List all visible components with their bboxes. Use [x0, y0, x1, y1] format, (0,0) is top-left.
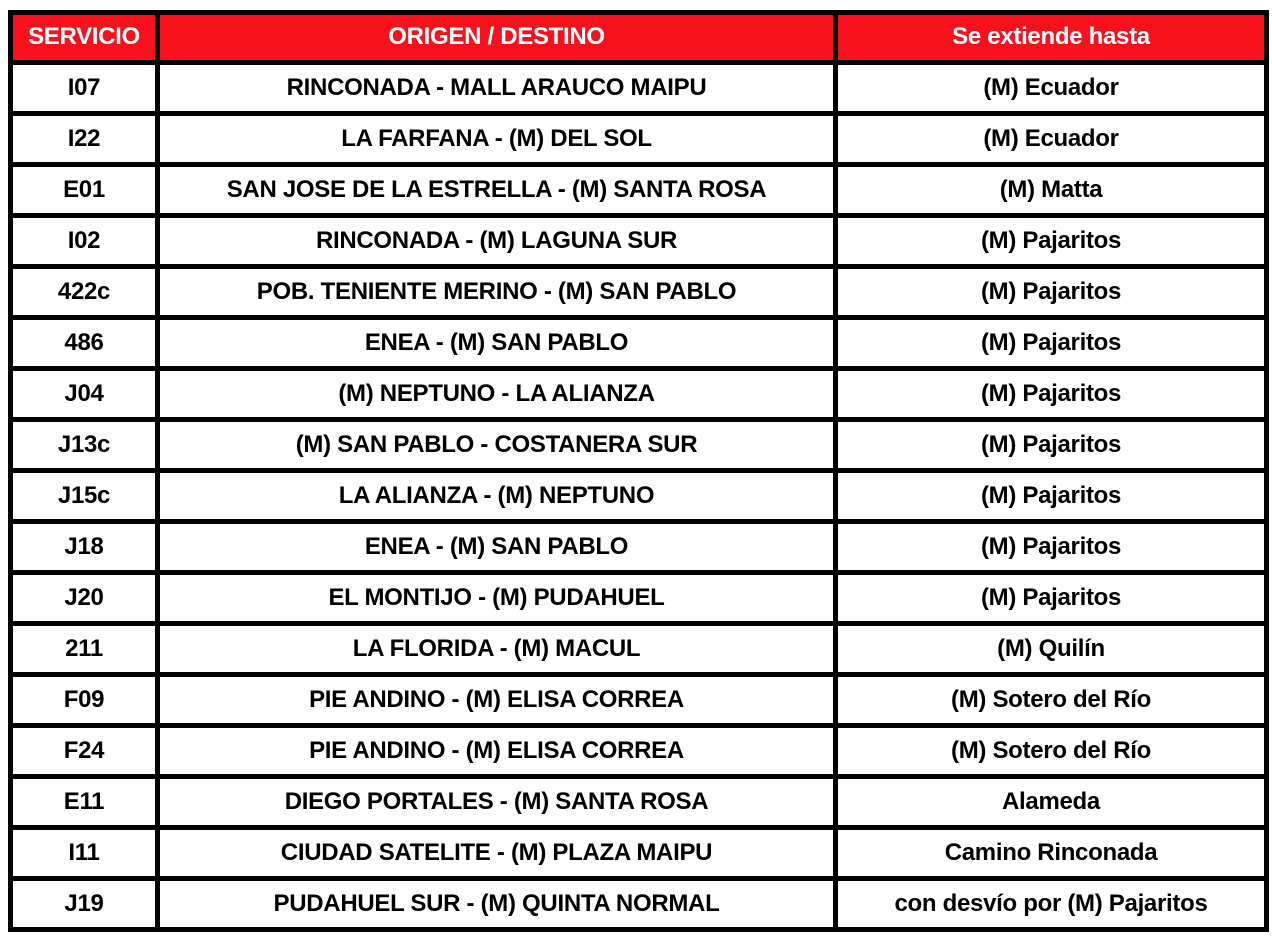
- table-row: [11, 624, 1267, 675]
- table-body: [11, 63, 1267, 930]
- table-row: [11, 63, 1267, 114]
- cell-servicio: 211: [11, 624, 158, 675]
- cell-se-extiende-hasta: (M) Pajaritos: [836, 573, 1267, 624]
- cell-servicio: J19: [11, 879, 158, 930]
- cell-se-extiende-hasta: (M) Pajaritos: [836, 369, 1267, 420]
- bus-services-table: [8, 10, 1269, 932]
- cell-origen-destino: ENEA - (M) SAN PABLO: [158, 522, 836, 573]
- table-row: [11, 165, 1267, 216]
- cell-origen-destino: LA ALIANZA - (M) NEPTUNO: [158, 471, 836, 522]
- table-row: [11, 216, 1267, 267]
- table-row: [11, 369, 1267, 420]
- cell-se-extiende-hasta: (M) Pajaritos: [836, 216, 1267, 267]
- cell-servicio: I11: [11, 828, 158, 879]
- cell-origen-destino: LA FARFANA - (M) DEL SOL: [158, 114, 836, 165]
- cell-origen-destino: (M) SAN PABLO - COSTANERA SUR: [158, 420, 836, 471]
- cell-se-extiende-hasta: (M) Ecuador: [836, 114, 1267, 165]
- cell-se-extiende-hasta: Alameda: [836, 777, 1267, 828]
- cell-origen-destino: LA FLORIDA - (M) MACUL: [158, 624, 836, 675]
- cell-se-extiende-hasta: (M) Ecuador: [836, 63, 1267, 114]
- cell-origen-destino: PIE ANDINO - (M) ELISA CORREA: [158, 726, 836, 777]
- cell-servicio: J13c: [11, 420, 158, 471]
- cell-se-extiende-hasta: (M) Pajaritos: [836, 420, 1267, 471]
- cell-origen-destino: PIE ANDINO - (M) ELISA CORREA: [158, 675, 836, 726]
- cell-servicio: E01: [11, 165, 158, 216]
- cell-se-extiende-hasta: (M) Matta: [836, 165, 1267, 216]
- cell-se-extiende-hasta: (M) Sotero del Río: [836, 675, 1267, 726]
- cell-servicio: E11: [11, 777, 158, 828]
- table-header-row: [11, 13, 1267, 63]
- table-row: [11, 420, 1267, 471]
- cell-origen-destino: SAN JOSE DE LA ESTRELLA - (M) SANTA ROSA: [158, 165, 836, 216]
- table-row: [11, 267, 1267, 318]
- header-se-extiende-hasta: Se extiende hasta: [836, 13, 1267, 63]
- cell-servicio: I22: [11, 114, 158, 165]
- cell-servicio: I02: [11, 216, 158, 267]
- table-row: [11, 879, 1267, 930]
- cell-se-extiende-hasta: (M) Quilín: [836, 624, 1267, 675]
- table-row: [11, 522, 1267, 573]
- cell-origen-destino: PUDAHUEL SUR - (M) QUINTA NORMAL: [158, 879, 836, 930]
- cell-servicio: J04: [11, 369, 158, 420]
- cell-se-extiende-hasta: Camino Rinconada: [836, 828, 1267, 879]
- cell-servicio: F24: [11, 726, 158, 777]
- cell-se-extiende-hasta: con desvío por (M) Pajaritos: [836, 879, 1267, 930]
- cell-origen-destino: RINCONADA - MALL ARAUCO MAIPU: [158, 63, 836, 114]
- cell-origen-destino: ENEA - (M) SAN PABLO: [158, 318, 836, 369]
- cell-origen-destino: DIEGO PORTALES - (M) SANTA ROSA: [158, 777, 836, 828]
- cell-origen-destino: RINCONADA - (M) LAGUNA SUR: [158, 216, 836, 267]
- cell-servicio: I07: [11, 63, 158, 114]
- cell-servicio: 486: [11, 318, 158, 369]
- table-row: [11, 777, 1267, 828]
- cell-se-extiende-hasta: (M) Pajaritos: [836, 318, 1267, 369]
- cell-origen-destino: (M) NEPTUNO - LA ALIANZA: [158, 369, 836, 420]
- cell-se-extiende-hasta: (M) Pajaritos: [836, 471, 1267, 522]
- table-row: [11, 573, 1267, 624]
- cell-servicio: J18: [11, 522, 158, 573]
- cell-origen-destino: POB. TENIENTE MERINO - (M) SAN PABLO: [158, 267, 836, 318]
- table-row: [11, 726, 1267, 777]
- table-row: [11, 318, 1267, 369]
- cell-servicio: J20: [11, 573, 158, 624]
- cell-servicio: J15c: [11, 471, 158, 522]
- cell-servicio: 422c: [11, 267, 158, 318]
- cell-origen-destino: EL MONTIJO - (M) PUDAHUEL: [158, 573, 836, 624]
- cell-se-extiende-hasta: (M) Sotero del Río: [836, 726, 1267, 777]
- table-row: [11, 675, 1267, 726]
- header-servicio: SERVICIO: [11, 13, 158, 63]
- cell-se-extiende-hasta: (M) Pajaritos: [836, 522, 1267, 573]
- cell-servicio: F09: [11, 675, 158, 726]
- header-origen-destino: ORIGEN / DESTINO: [158, 13, 836, 63]
- table-row: [11, 828, 1267, 879]
- table-row: [11, 471, 1267, 522]
- table-row: [11, 114, 1267, 165]
- cell-origen-destino: CIUDAD SATELITE - (M) PLAZA MAIPU: [158, 828, 836, 879]
- cell-se-extiende-hasta: (M) Pajaritos: [836, 267, 1267, 318]
